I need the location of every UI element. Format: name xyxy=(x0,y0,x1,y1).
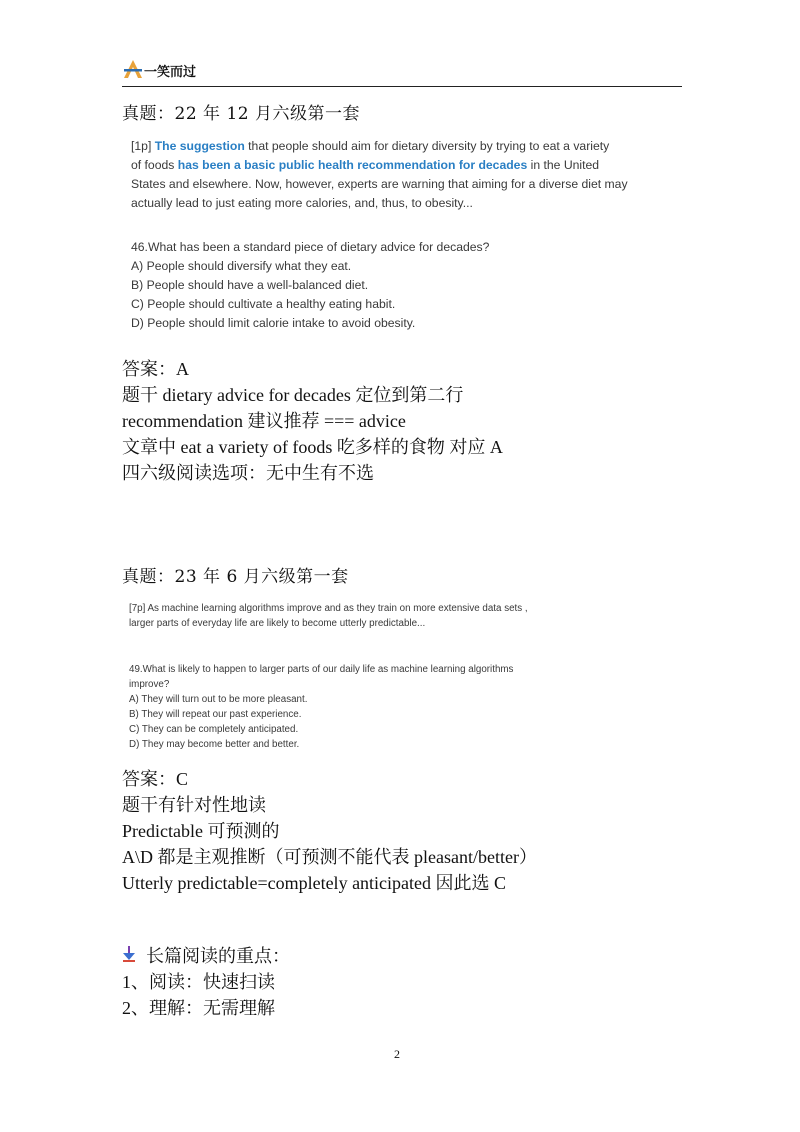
passage-line: [7p] As machine learning algorithms improve and as they train on more extensive data sets , xyxy=(129,603,528,614)
option-b: B) People should have a well-balanced diet. xyxy=(131,278,369,292)
note-line: 四六级阅读选项：无中生有不选 xyxy=(122,463,374,483)
header-title: 一笑而过 xyxy=(144,65,197,80)
section1-passage xyxy=(131,137,628,213)
option-a: A) People should diversify what they eat. xyxy=(131,259,352,273)
list-item: 1、阅读：快速扫读 xyxy=(122,972,275,992)
note-line: 题干有针对性地读 xyxy=(122,795,266,815)
passage-line: larger parts of everyday life are likely to become utterly predictable... xyxy=(129,618,426,629)
option-d: D) People should limit calorie intake to avoid obesity. xyxy=(131,316,416,330)
answer-line: 答案：C xyxy=(122,769,189,789)
section1-question-block xyxy=(131,238,489,333)
question-text: 46.What has been a standard piece of dietary advice for decades? xyxy=(131,240,490,254)
page-number: 2 xyxy=(394,1047,400,1061)
passage-line-4: actually lead to just eating more calories, and, thus, to obesity... xyxy=(131,196,473,210)
note-line: Utterly predictable=completely anticipated 因此选 C xyxy=(122,873,507,893)
passage-highlight-1: The suggestion xyxy=(154,139,245,153)
note-line: 文章中 eat a variety of foods 吃多样的食物 对应 A xyxy=(122,437,503,457)
passage-text-3: in the United xyxy=(527,158,600,172)
note-line: Predictable 可预测的 xyxy=(122,821,280,841)
bullet-arrow-icon xyxy=(122,946,136,962)
note-line: A\D 都是主观推断（可预测不能代表 pleasant/better） xyxy=(122,847,537,867)
passage-lead: [1p] xyxy=(131,139,155,153)
list-item: 2、理解：无需理解 xyxy=(122,998,275,1018)
option-d: D) They may become better and better. xyxy=(129,739,300,750)
note-line: recommendation 建议推荐 === advice xyxy=(122,411,406,431)
option-c: C) They can be completely anticipated. xyxy=(129,724,299,735)
section2-passage xyxy=(129,601,528,631)
section2-question-block xyxy=(129,662,513,752)
logo-icon xyxy=(122,58,144,80)
section3-heading: 长篇阅读的重点： xyxy=(146,946,290,966)
question-text: 49.What is likely to happen to larger parts of our daily life as machine learning algorithms xyxy=(129,664,514,675)
section2-title: 真题：23 年 6 月六级第一套 xyxy=(122,567,349,587)
passage-line-3: States and elsewhere. Now, however, experts are warning that aiming for a diverse diet may xyxy=(131,177,628,191)
passage-text-2: of foods xyxy=(131,158,178,172)
option-b: B) They will repeat our past experience. xyxy=(129,709,302,720)
note-line: 题干 dietary advice for decades 定位到第二行 xyxy=(122,385,464,405)
option-c: C) People should cultivate a healthy eating habit. xyxy=(131,297,396,311)
answer-line: 答案：A xyxy=(122,359,189,379)
passage-highlight-2: has been a basic public health recommendation for decades xyxy=(177,158,528,172)
question-text: improve? xyxy=(129,679,170,690)
section1-title: 真题：22 年 12 月六级第一套 xyxy=(122,104,360,124)
passage-text-1: that people should aim for dietary diversity by trying to eat a variety xyxy=(244,139,610,153)
option-a: A) They will turn out to be more pleasant. xyxy=(129,694,308,705)
page-header xyxy=(122,56,682,87)
